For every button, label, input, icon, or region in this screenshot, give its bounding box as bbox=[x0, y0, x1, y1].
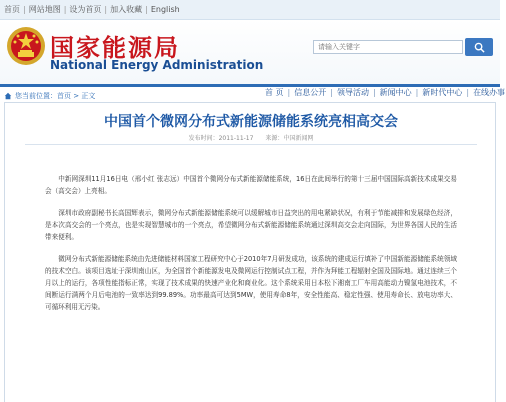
separator: | bbox=[466, 88, 470, 97]
separator: | bbox=[104, 5, 108, 14]
article-panel bbox=[4, 102, 496, 402]
breadcrumb-current: 正文 bbox=[81, 92, 96, 100]
separator: | bbox=[145, 5, 148, 14]
separator: | bbox=[372, 88, 376, 97]
link-set-homepage[interactable]: 设为首页 bbox=[69, 5, 102, 14]
article-meta: 发布时间：2011-11-17 来源：中国新闻网 bbox=[188, 135, 314, 142]
separator: | bbox=[287, 88, 291, 97]
nav-item-leadership[interactable]: 领导活动 bbox=[336, 88, 369, 97]
site-logo-english[interactable]: National Energy Administration bbox=[50, 58, 264, 72]
separator: | bbox=[330, 88, 333, 97]
header-divider-bar bbox=[0, 84, 500, 87]
search-input[interactable] bbox=[313, 40, 463, 54]
nav-item-online-services[interactable]: 在线办事 bbox=[473, 88, 506, 97]
nav-item-info-disclosure[interactable]: 信息公开 bbox=[294, 88, 327, 97]
article-paragraph: 中新网深圳11月16日电（邢小红 张志远）中国首个微网分布式新能源储能系统，16日在此间举行的第十三届中国国际高新技术成果交易会（高交会）上亮相。 bbox=[45, 175, 457, 195]
separator: | bbox=[415, 88, 419, 97]
utility-links bbox=[4, 4, 180, 15]
link-english[interactable]: English bbox=[150, 5, 180, 14]
article-paragraph: 深圳市政府副秘书长高国辉表示，微网分布式新能源储能系统可以缓解城市日益突出的用电紧缺状况，有利于节能减排和发展绿色经济，是本次高交会的一个亮点，也是实现智慧城市的一个亮点，希望微网分布式新能源储能系统通过深圳高交会走向国际，为世界各国人民的生活带来便利。 bbox=[45, 209, 457, 241]
separator: | bbox=[63, 5, 67, 14]
nav-item-news-center[interactable]: 新闻中心 bbox=[379, 88, 412, 97]
link-home[interactable]: 首页 bbox=[4, 5, 20, 14]
nav-item-new-era-center[interactable]: 新时代中心 bbox=[422, 88, 463, 97]
national-emblem-icon bbox=[6, 26, 46, 66]
article-paragraph: 微网分布式新能源储能系统由先进储能材料国家工程研究中心于2010年7月研发成功，该系统的建成运行填补了中国新能源储能系统领域的技术空白。该项目选址于深圳南山区，为全国首个新能源发电及微网运行控制试点工程，并作为拜能工程辐射全国及国际地。通过连续三个月以上的运行，各项性能指标正常，实现了技术成果的快速产业化和商业化。这个系统采用日本松下湘南工厂车用高能动力镍氢电池技术，不间断运行满两个月后电池的一致率达到99.89%。功率最高可达到5MW，使用寿命8年，安全性能高、稳定性强、使用寿命长、放电功率大、可循环利用无污染。 bbox=[45, 255, 457, 311]
breadcrumb-home-link[interactable]: 首页 bbox=[57, 92, 71, 100]
breadcrumb bbox=[4, 90, 496, 102]
home-icon bbox=[4, 92, 12, 100]
link-add-favorite[interactable]: 加入收藏 bbox=[110, 5, 143, 14]
top-utility-bar bbox=[0, 0, 500, 20]
title-divider bbox=[25, 144, 477, 145]
nav-item-home[interactable]: 首 页 bbox=[265, 88, 284, 97]
separator: | bbox=[23, 5, 26, 14]
site-logo-chinese[interactable]: 国家能源局 bbox=[50, 33, 180, 62]
article-body bbox=[45, 173, 457, 323]
breadcrumb-label: 您当前位置 bbox=[15, 92, 50, 100]
search-button[interactable] bbox=[465, 38, 493, 56]
breadcrumb-separator: > bbox=[71, 92, 82, 100]
breadcrumb-separator: ： bbox=[50, 92, 57, 100]
search-icon bbox=[474, 42, 485, 53]
link-sitemap[interactable]: 网站地图 bbox=[28, 5, 61, 14]
article-title: 中国首个微网分布式新能源储能系统亮相高交会 bbox=[104, 114, 398, 130]
